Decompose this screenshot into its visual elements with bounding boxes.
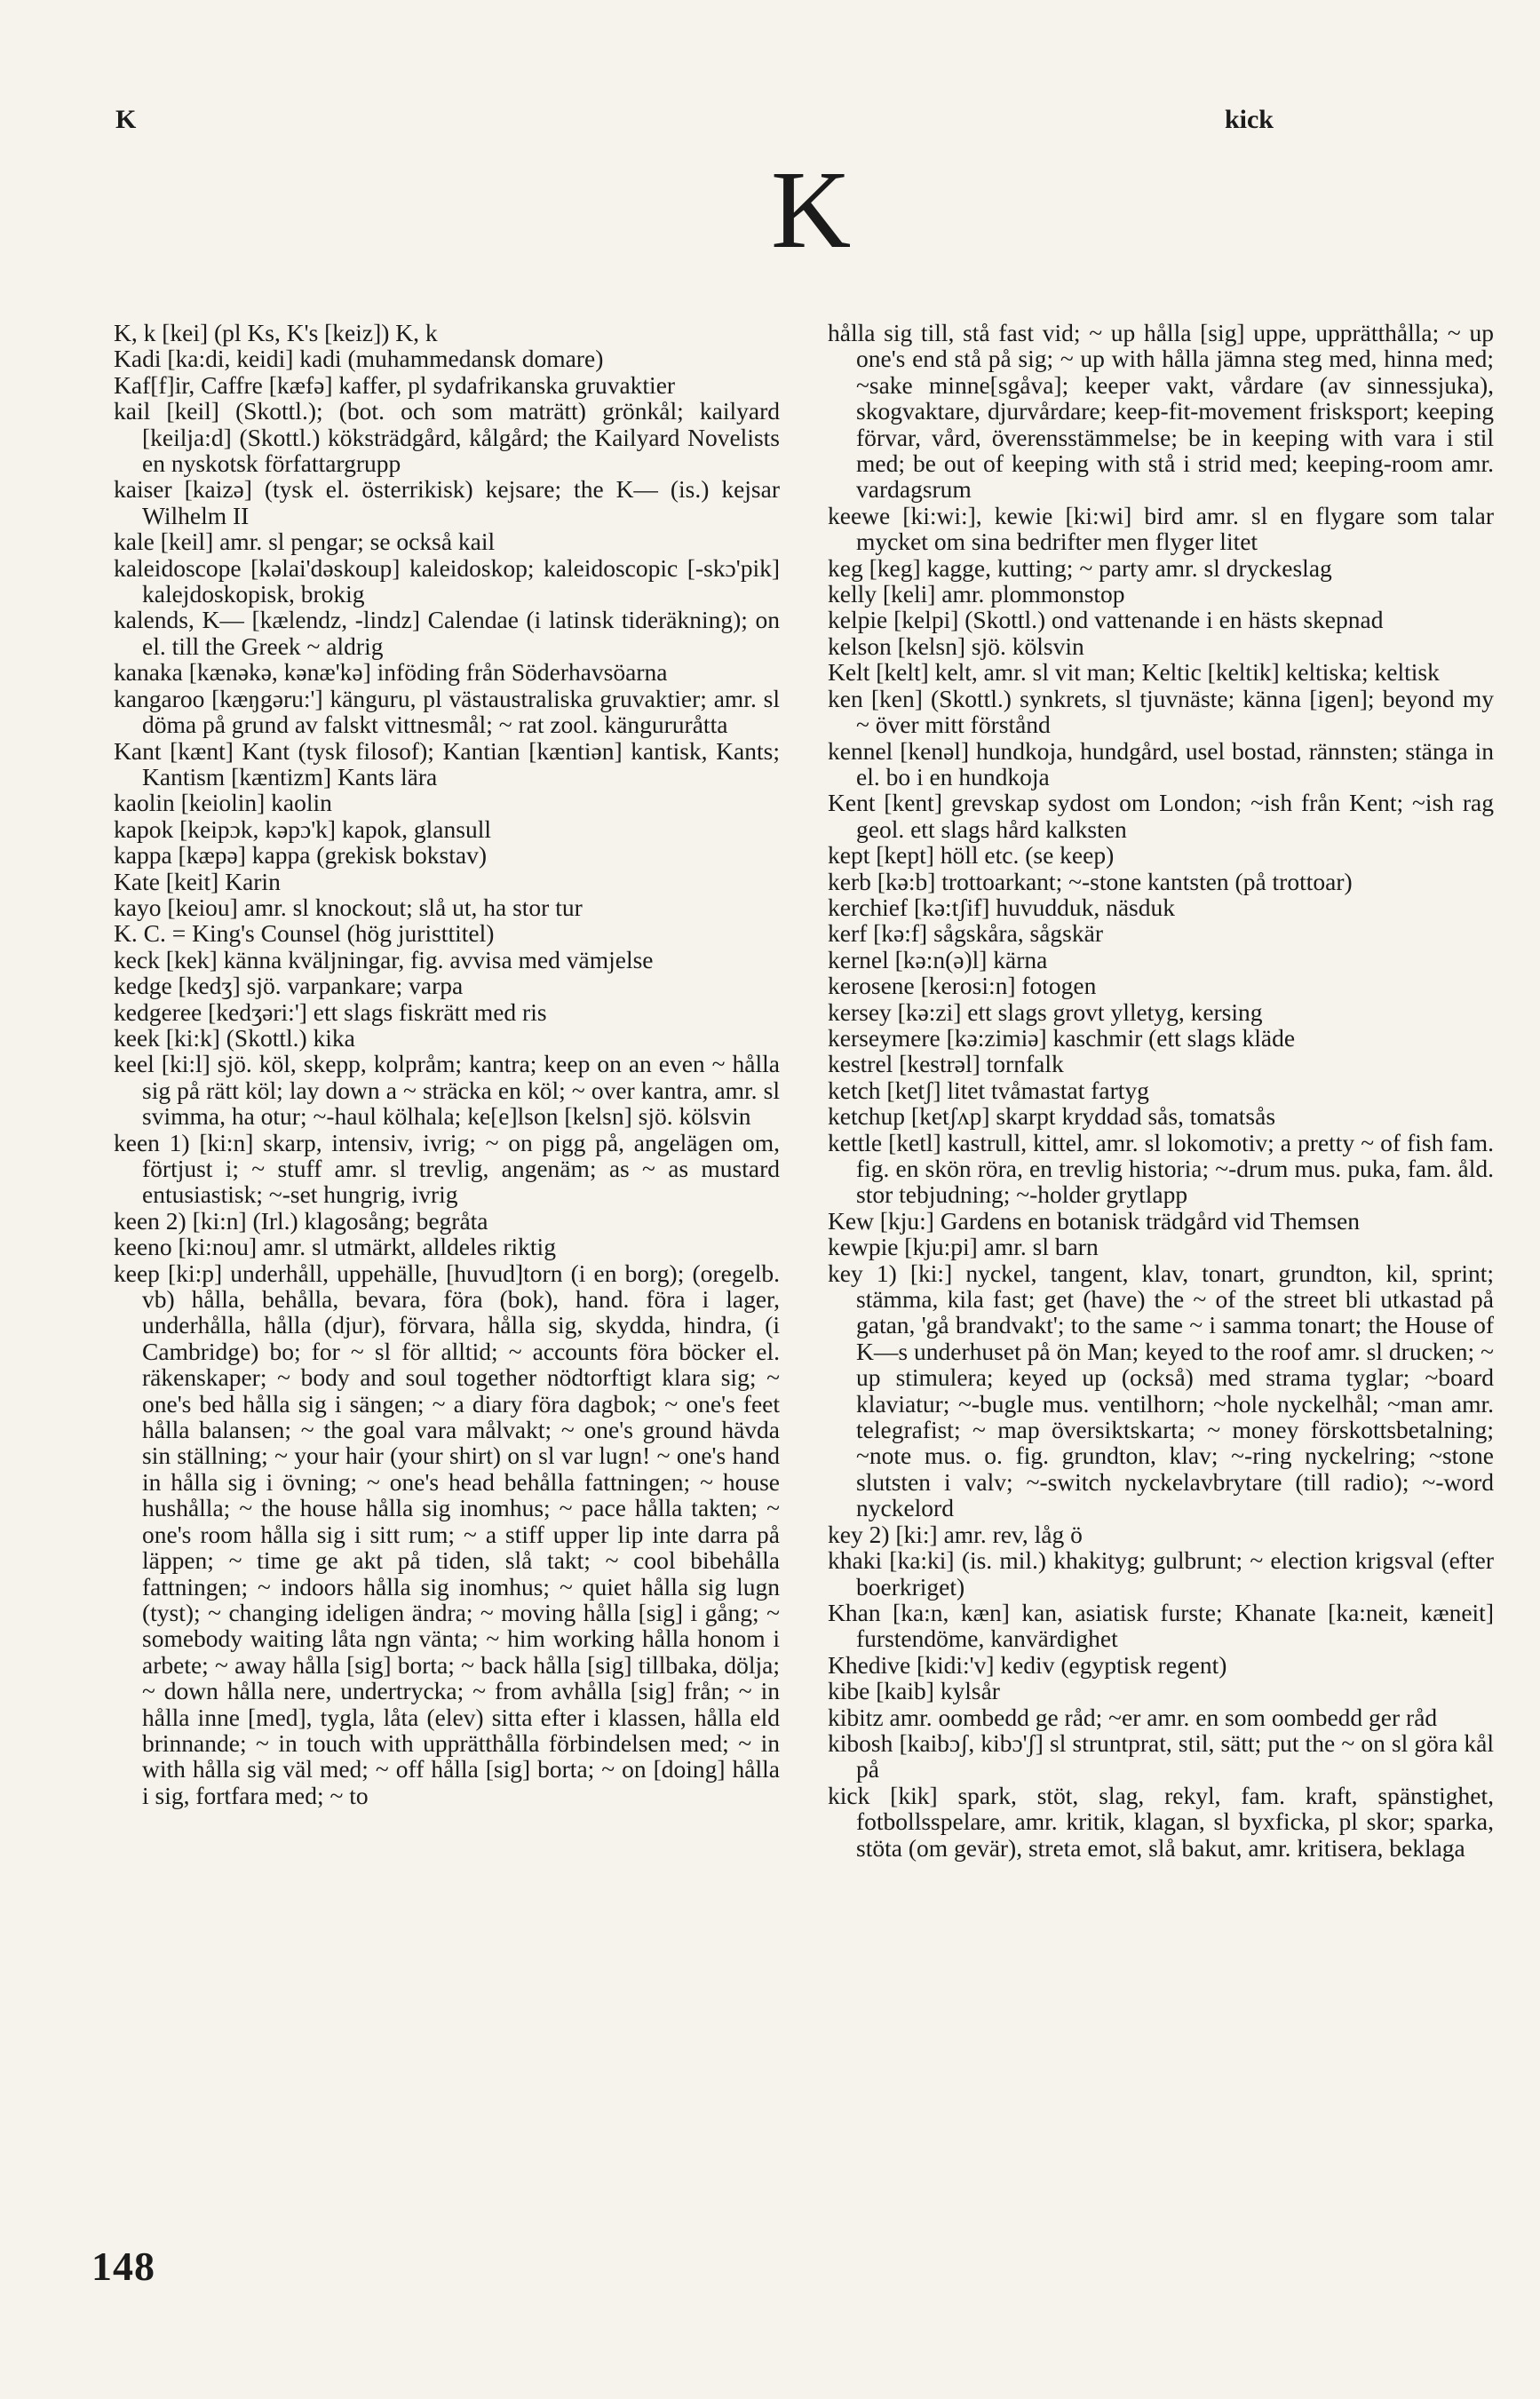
dictionary-entry: Kant [kænt] Kant (tysk filosof); Kantian [kæntiən] kantisk, Kants; Kantism [kæntizm] Kants lära: [114, 736, 780, 790]
dictionary-entry: kennel [kenəl] hundkoja, hundgård, usel bostad, rännsten; stänga in el. bo i en hundkoja: [828, 736, 1494, 790]
dictionary-entry: keep [ki:p] underhåll, uppehälle, [huvud]torn (i en borg); (oregelb. vb) hålla, behålla, bevara, föra (bok), hand. föra i lager, underhålla, hålla (djur), förvara, hålla sig, skydda, hindra, (i Cambridge) bo; for ~ sl för alltid; ~ accounts föra böcker el. räkenskaper; ~ body and soul together nödtorftigt klara sig; ~ one's bed hålla sig i sängen; ~ a diary föra dagbok; ~ one's feet hålla balansen; ~ the goal vara målvakt; ~ one's ground hävda sin ställning; ~ your hair (your shirt) on sl var lugn! ~ one's hand in hålla sig i övning; ~ one's head behålla fattningen; ~ house hushålla; ~ the house hålla sig inomhus; ~ pace hålla takten; ~ one's room hålla sig i sitt rum; ~ a stiff upper lip inte darra på läppen; ~ time ge akt på tiden, slå takt; ~ cool bibehålla fattningen; ~ indoors hålla sig inomhus; ~ quiet hålla sig lugn (tyst); ~ changing ideligen ändra; ~ moving hålla [sig] i gång; ~ somebody waiting låta ngn vänta; ~ him working hålla honom i arbete; ~ away hålla [sig] borta; ~ back hålla [sig] tillbaka, dölja; ~ down hålla nere, undertrycka; ~ from avhålla [sig] från; ~ in hålla inne [med], tygla, låta (elev) sitta efter i klassen, hålla eld brinnande; ~ in touch with upprätthålla förbindelsen med; ~ in with hålla sig väl med; ~ off hålla [sig] borta; ~ on [doing] hålla i sig, fortfara med; ~ to: [114, 1259, 780, 1809]
dictionary-entry: kewpie [kju:pi] amr. sl barn: [828, 1233, 1099, 1261]
dictionary-entry: keg [keg] kagge, kutting; ~ party amr. sl dryckeslag: [828, 553, 1332, 582]
dictionary-entry: keewe [ki:wi:], kewie [ki:wi] bird amr. sl en flygare som talar mycket om sina bedrifter men flyger litet: [828, 501, 1494, 556]
dictionary-entry: kettle [ketl] kastrull, kittel, amr. sl lokomotiv; a pretty ~ of fish fam. fig. en skön röra, en trevlig historia; ~-drum mus. puka, fam. åld. stor tebjudning; ~-holder grytlapp: [828, 1128, 1494, 1209]
dictionary-entry: kale [keil] amr. sl pengar; se också kail: [114, 528, 496, 556]
guide-word-left: K: [115, 105, 137, 134]
dictionary-entry: Kew [kju:] Gardens en botanisk trädgård vid Themsen: [828, 1206, 1360, 1235]
dictionary-entry: kibitz amr. oombedd ge råd; ~er amr. en som oombedd ger råd: [828, 1703, 1438, 1731]
dictionary-entry: kedge [kedʒ] sjö. varpankare; varpa: [114, 972, 464, 1000]
dictionary-entry: Kate [keit] Karin: [114, 867, 281, 895]
dictionary-entry: kersey [kə:zi] ett slags grovt ylletyg, kersing: [828, 997, 1263, 1026]
dictionary-entry: kalends, K— [kælendz, -lindz] Calendae (i latinsk tideräkning); on el. till the Greek ~ aldrig: [114, 606, 780, 660]
dictionary-entry: Khan [ka:n, kæn] kan, asiatisk furste; Khanate [ka:neit, kæneit] furstendöme, kanvärdighet: [828, 1598, 1494, 1653]
dictionary-entry: kept [kept] höll etc. (se keep): [828, 841, 1115, 870]
dictionary-entry: keek [ki:k] (Skottl.) kika: [114, 1023, 355, 1052]
dictionary-entry: Kelt [kelt] kelt, amr. sl vit man; Keltic [keltik] keltiska; keltisk: [828, 658, 1440, 687]
dictionary-entry: Kent [kent] grevskap sydost om London; ~ish från Kent; ~ish rag geol. ett slags hård kalksten: [828, 789, 1494, 843]
dictionary-entry: keen 2) [ki:n] (Irl.) klagosång; begråta: [114, 1206, 488, 1235]
dictionary-entry: kerchief [kə:tʃif] huvudduk, näsduk: [828, 893, 1175, 921]
dictionary-entry: key 1) [ki:] nyckel, tangent, klav, tonart, grundton, kil, sprint; stämma, kila fast; get (have) the ~ of the street bli utkastad på gatan, 'gå brandvakt'; to the same ~ i samma tonart; the House of K—s underhuset på ön Man; keyed to the roof amr. sl drucken; ~ up stimulera; keyed up (också) med strama tyglar; ~board klaviatur; ~-bugle mus. ventilhorn; ~hole nyckelhål; ~man amr. telegrafist; ~ map översiktskarta; ~ money förskottsbetalning; ~note mus. o. fig. grundton, klav; ~-ring nyckelring; ~stone slutsten i valv; ~-switch nyckelavbrytare (till radio); ~-word nyckelord: [828, 1259, 1494, 1522]
dictionary-entry: kerb [kə:b] trottoarkant; ~-stone kantsten (på trottoar): [828, 867, 1353, 895]
dictionary-entry: kerf [kə:f] sågskåra, sågskär: [828, 919, 1103, 948]
dictionary-entry: K, k [kei] (pl Ks, K's [keiz]) K, k: [114, 319, 438, 346]
dictionary-entry: keeno [ki:nou] amr. sl utmärkt, alldeles riktig: [114, 1233, 556, 1261]
dictionary-entry: ken [ken] (Skottl.) synkrets, sl tjuvnäste; känna [igen]; beyond my ~ över mitt förstånd: [828, 684, 1494, 739]
dictionary-entry: kaiser [kaizə] (tysk el. österrikisk) kejsare; the K— (is.) kejsar Wilhelm II: [114, 475, 780, 529]
dictionary-entry: ketch [ketʃ] litet tvåmastat fartyg: [828, 1076, 1149, 1104]
dictionary-entry: kapok [keipɔk, kəpɔ'k] kapok, glansull: [114, 814, 491, 843]
dictionary-entry: key 2) [ki:] amr. rev, låg ö: [828, 1520, 1083, 1548]
dictionary-entry: khaki [ka:ki] (is. mil.) khakityg; gulbrunt; ~ election krigsval (efter boerkriget): [828, 1546, 1494, 1601]
right-column: [828, 320, 1494, 1861]
dictionary-entry: kanaka [kænəkə, kənæ'kə] inföding från Söderhavsöarna: [114, 658, 668, 687]
guide-word-right: kick: [1224, 105, 1274, 134]
left-column: [114, 320, 780, 1808]
dictionary-entry: kelson [kelsn] sjö. kölsvin: [828, 632, 1084, 660]
dictionary-entry: kail [keil] (Skottl.); (bot. och som maträtt) grönkål; kailyard [keilja:d] (Skottl.) köksträdgård, kålgård; the Kailyard Novelists en nyskotsk författargrupp: [114, 397, 780, 478]
dictionary-entry: kerosene [kerosi:n] fotogen: [828, 972, 1097, 1000]
dictionary-entry: kick [kik] spark, stöt, slag, rekyl, fam. kraft, spänstighet, fotbollsspelare, amr. kritik, klagan, sl byxficka, pl skor; sparka, stöta (om gevär), streta emot, slå bakut, amr. kritisera, beklaga: [828, 1781, 1494, 1862]
dictionary-entry: kestrel [kestrəl] tornfalk: [828, 1050, 1064, 1078]
section-letter: K: [771, 149, 852, 272]
dictionary-entry: kedgeree [kedʒəri:'] ett slags fiskrätt med ris: [114, 997, 547, 1026]
dictionary-entry: kernel [kə:n(ə)l] kärna: [828, 945, 1048, 973]
dictionary-entry: kerseymere [kə:zimiə] kaschmir (ett slags kläde: [828, 1023, 1296, 1052]
dictionary-entry: Kadi [ka:di, keidi] kadi (muhammedansk domare): [114, 345, 604, 373]
dictionary-entry: K. C. = King's Counsel (hög juristtitel): [114, 919, 495, 948]
dictionary-entry: kelpie [kelpi] (Skottl.) ond vattenande i en hästs skepnad: [828, 606, 1384, 634]
dictionary-entry: ketchup [ketʃʌp] skarpt kryddad sås, tomatsås: [828, 1102, 1276, 1131]
dictionary-entry: kaleidoscope [kəlai'dəskoup] kaleidoskop; kaleidoscopic [-skɔ'pik] kalejdoskopisk, brokig: [114, 553, 780, 608]
dictionary-entry: Khedive [kidi:'v] kediv (egyptisk regent): [828, 1650, 1227, 1679]
dictionary-entry: kibosh [kaibɔʃ, kibɔ'ʃ] sl struntprat, stil, sätt; put the ~ on sl göra kål på: [828, 1728, 1494, 1783]
dictionary-entry: kaolin [keiolin] kaolin: [114, 789, 332, 817]
dictionary-entry: keel [ki:l] sjö. köl, skepp, kolpråm; kantra; keep on an even ~ hålla sig på rätt köl; lay down a ~ sträcka en köl; ~ over kantra, amr. sl svimma, ha otur; ~-haul kölhala; ke[e]lson [kelsn] sjö. kölsvin: [114, 1050, 780, 1131]
dictionary-entry: kelly [keli] amr. plommonstop: [828, 580, 1125, 608]
page-number: 148: [91, 2244, 155, 2289]
dictionary-entry: kayo [keiou] amr. sl knockout; slå ut, ha stor tur: [114, 893, 583, 921]
dictionary-entry: kappa [kæpə] kappa (grekisk bokstav): [114, 841, 488, 870]
dictionary-entry: keck [kek] känna kväljningar, fig. avvisa med vämjelse: [114, 945, 654, 973]
dictionary-entry: kibe [kaib] kylsår: [828, 1677, 1000, 1705]
dictionary-entry: hålla sig till, stå fast vid; ~ up hålla [sig] uppe, upprätthålla; ~ up one's end stå på sig; ~ up with hålla jämna steg med, hinna med; ~sake minne[sgåva]; keeper vakt, vårdare (av sinnessjuka), skogvaktare, djurvårdare; keep-fit-movement frisksport; keeping förvar, vård, överensstämmelse; be in keeping with vara i stil med; be out of keeping with stå i strid med; keeping-room amr. vardagsrum: [828, 319, 1494, 504]
dictionary-entry: kangaroo [kæŋgəru:'] känguru, pl västaustraliska gruvaktier; amr. sl döma på grund av falskt vittnesmål; ~ rat zool. kängururåtta: [114, 684, 780, 739]
dictionary-entry: keen 1) [ki:n] skarp, intensiv, ivrig; ~ on pigg på, angelägen om, förtjust i; ~ stuff amr. sl trevlig, angenäm; as ~ as mustard entusiastisk; ~-set hungrig, ivrig: [114, 1128, 780, 1209]
dictionary-entry: Kaf[f]ir, Caffre [kæfə] kaffer, pl sydafrikanska gruvaktier: [114, 370, 676, 399]
